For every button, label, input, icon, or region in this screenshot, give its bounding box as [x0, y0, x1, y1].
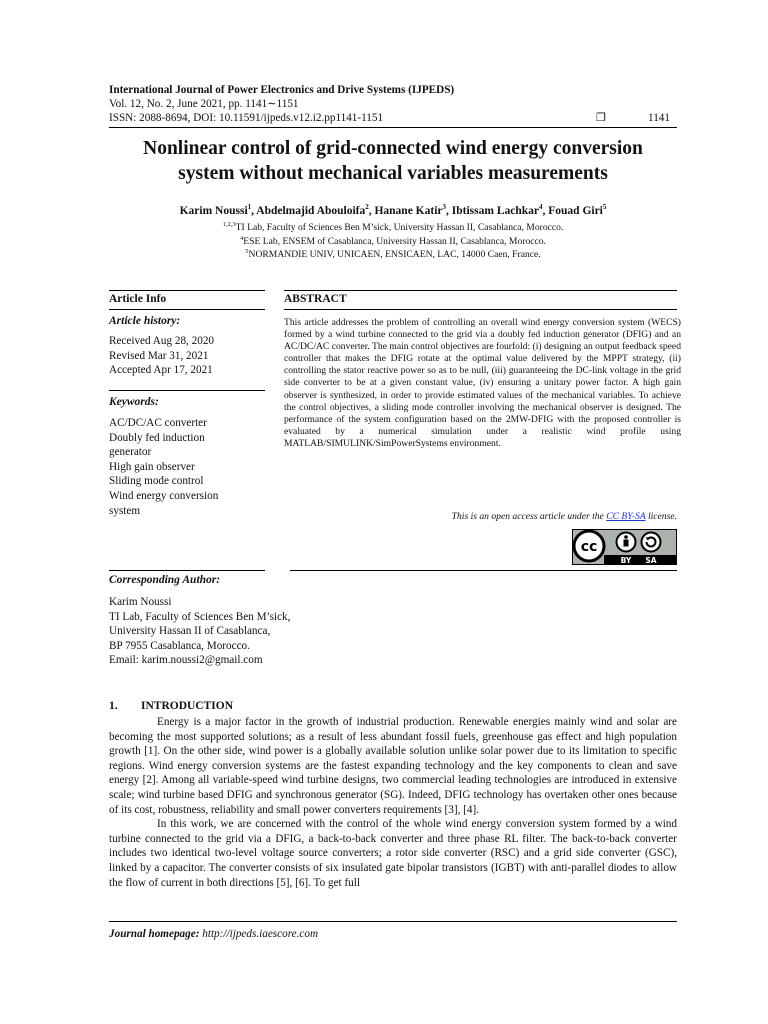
author: Abdelmajid Abouloifa$^2$ — [256, 203, 369, 217]
history-revised: Revised Mar 31, 2021 — [109, 349, 209, 362]
page-number: 1141 — [648, 112, 670, 124]
box-marker-icon: ❐ — [596, 112, 606, 124]
cc-by-sa-badge-icon[interactable] — [572, 529, 677, 565]
abstract-rule — [284, 309, 677, 310]
header-rule — [109, 127, 677, 128]
title-line-2: system without mechanical variables measurements — [178, 163, 608, 184]
keyword: High gain observer — [109, 460, 195, 473]
corresponding-rule-left — [109, 570, 265, 571]
cc-by-sa-link[interactable]: CC BY-SA — [606, 511, 646, 522]
affiliation: $^5$NORMANDIE UNIV, UNICAEN, ENSICAEN, LAC, 14000 Caen, France. — [245, 248, 541, 261]
keyword: AC/DC/AC converter — [109, 417, 207, 429]
homepage-url[interactable]: http://ijpeds.iaescore.com — [202, 928, 319, 940]
keywords-rule — [109, 390, 265, 391]
corresponding-address: BP 7955 Casablanca, Morocco. — [109, 639, 250, 652]
corresponding-rule-right — [290, 570, 677, 571]
title-line-1: Nonlinear control of grid-connected wind energy conversion — [143, 138, 643, 159]
journal-homepage: Journal homepage: http://ijpeds.iaescore.com — [109, 928, 319, 940]
article-info-heading: Article Info — [109, 293, 167, 305]
license-note: This is an open access article under the CC BY-SA license. — [451, 511, 677, 522]
journal-name: International Journal of Power Electronics and Drive Systems (IJPEDS) — [109, 84, 455, 96]
volume-info: Vol. 12, No. 2, June 2021, pp. 1141∼1151 — [109, 98, 299, 110]
paragraph: Energy is a major factor in the growth of industrial production. Renewable energies mainly wind and solar are becoming the most supported solutions; as a result of less abundant fossil fuels, greenhouse gas effect and high population growth [1]. On the other side, wind power is a globally available solution unlike solar power due to its limitation to specific regions. Wind energy conversion systems are the fastest expanding technology and the key components to clean and save energy [2]. Among all variable-speed wind turbine designs, two commercial leading technologies are introduced in extensive scale; wind turbine based DFIG and synchronous generator (SG). Indeed, DFIG technology has overtaken other ones because of its cost, robustness, reliability and small power converters requirements [3], [4]. — [109, 716, 677, 816]
author: Karim Noussi$^1$ — [179, 203, 252, 217]
abstract-heading: ABSTRACT — [284, 293, 347, 305]
corresponding-email: Email: karim.noussi2@gmail.com — [109, 654, 263, 667]
keyword: Doubly fed induction — [109, 431, 205, 444]
keyword: Wind energy conversion — [109, 489, 219, 502]
keyword: system — [109, 504, 141, 517]
sa-label: SA — [645, 556, 657, 565]
corresponding-heading: Corresponding Author: — [109, 574, 221, 586]
author: Ibtissam Lachkar$^4$ — [451, 203, 543, 217]
corresponding-university: University Hassan II of Casablanca, — [109, 625, 271, 638]
abstract-text: This article addresses the problem of controlling an overall wind energy conversion system (WECS) formed by a wind turbine connected to the grid via a doubly fed induction generator (DFIG) and an AC/DC/AC converter. The main control objectives are fourfold: (i) designing an output feedback speed controller that makes the DFIG rotate at the optimal value delivered by the MPPT strategy, (ii) controlling the stator reactive power so as to be null, (iii) guaranteeing the DC-link voltage in the grid side converter to be at a given constant value, (iv) ensuring a unitary power factor. A high gain observer is synthesized, in order to provide estimated values of the mechanical variables. To achieve the control objectives, a sliding mode controller involving the mechanical observer is designed. The performance of the system configuration based on the 2MW-DFIG with the proposed controller is evaluated by a numerical simulation under a realistic wind profile using MATLAB/SIMULINK/SimPowerSystems environment. — [284, 317, 681, 449]
footer-rule — [109, 921, 677, 922]
affiliation: $^4$ESE Lab, ENSEM of Casablanca, University Hassan II, Casablanca, Morocco. — [240, 235, 546, 248]
issn-line — [109, 112, 670, 126]
author-list: Karim Noussi$^1$, Abdelmajid Abouloifa$^2$, Hanane Katir$^3$, Ibtissam Lachkar$^4$, Fouad Giri$^5$ — [179, 203, 607, 217]
info-top-rule — [109, 290, 265, 291]
corresponding-name: Karim Noussi — [109, 596, 172, 608]
history-accepted: Accepted Apr 17, 2021 — [109, 364, 213, 377]
keyword: Sliding mode control — [109, 475, 204, 488]
by-label: BY — [620, 556, 632, 565]
author: Fouad Giri$^5$ — [548, 203, 607, 217]
article-history-heading: Article history: — [109, 315, 181, 327]
corresponding-details — [109, 595, 409, 668]
cc-label: cc — [580, 539, 598, 555]
author: Hanane Katir$^3$ — [374, 203, 447, 217]
affiliation: $^{1,2,3}$TI Lab, Faculty of Sciences Ben M’sick, University Hassan II, Casablanca, Morocco. — [222, 221, 564, 234]
abstract-top-rule — [284, 290, 677, 291]
issn-doi: ISSN: 2088-8694, DOI: 10.11591/ijpeds.v12.i2.pp1141-1151 — [109, 112, 384, 124]
keyword: generator — [109, 446, 152, 459]
info-rule — [109, 309, 265, 310]
keywords-heading: Keywords: — [109, 396, 159, 408]
section-heading: INTRODUCTION — [141, 700, 234, 712]
keyword-list — [109, 416, 259, 518]
section-number: 1. — [109, 700, 118, 712]
paper-title — [80, 136, 706, 186]
history-received: Received Aug 28, 2020 — [109, 335, 215, 347]
paragraph: In this work, we are concerned with the control of the whole wind energy conversion system formed by a wind turbine connected to the grid via a DFIG, a back-to-back converter and three phase RL filter. The back-to-back converter includes two identical two-level voltage source converters; a rotor side converter (RSC) and a grid side converter (GSC), linked by a capacitor. The converter consists of six insulated gate bipolar transistors (IGBT) with anti-parallel diodes to allow the flow of current in both directions [5], [6]. To get full — [109, 818, 677, 889]
intro-body — [109, 715, 677, 890]
corresponding-lab: TI Lab, Faculty of Sciences Ben M’sick, — [109, 610, 291, 623]
article-history — [109, 334, 259, 378]
